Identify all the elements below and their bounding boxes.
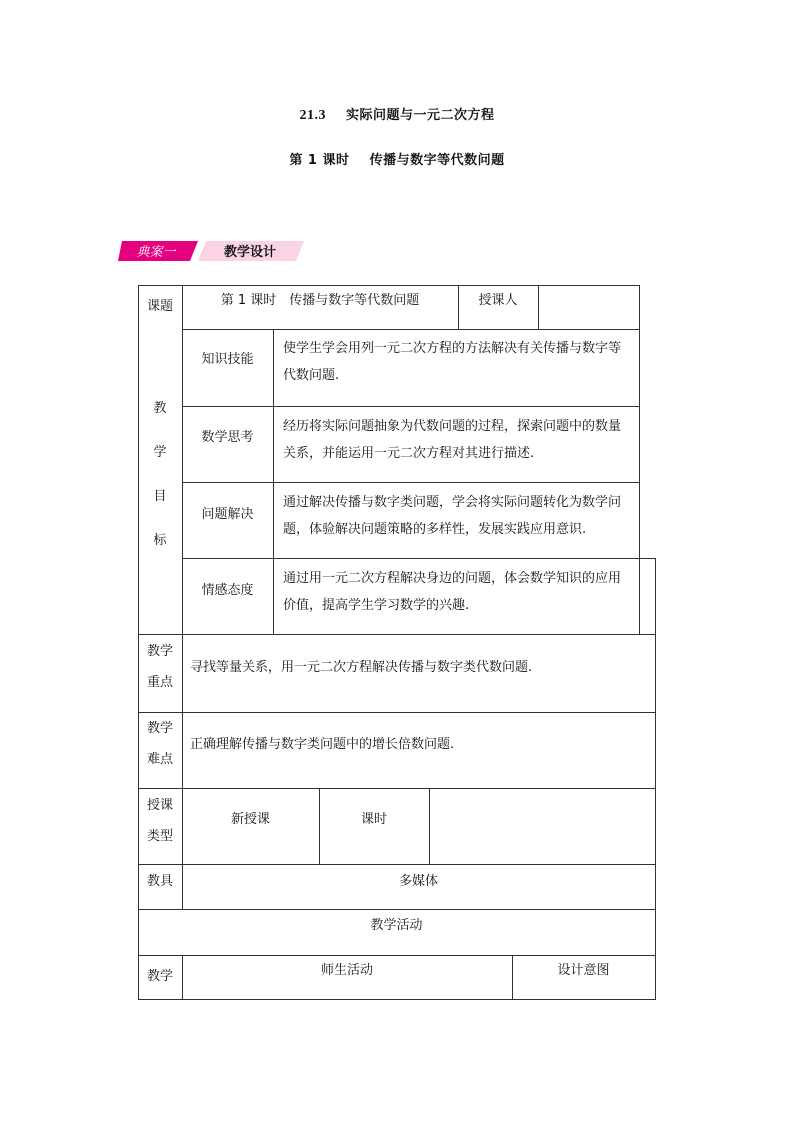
objectives-header [138, 385, 182, 565]
topic-header: 课题 [146, 299, 173, 314]
banner-tag-text: 典案一 [136, 245, 176, 260]
process-header: 教学 [146, 969, 173, 984]
section-title [0, 104, 794, 124]
difficulties-header-line: 教学 [146, 721, 173, 736]
objective-text-knowledge [273, 329, 639, 395]
key-points-text [182, 634, 656, 700]
topic-value: 第 1 课时 传播与数字等代数问题 [220, 293, 420, 308]
key-points-header-line: 重点 [146, 675, 173, 690]
teacher-label: 授课人 [478, 293, 518, 308]
objective-text-attitude [273, 558, 639, 626]
objective-label-thinking: 数学思考 [201, 430, 254, 445]
section-title-text: 实际问题与一元二次方程 [346, 108, 495, 123]
section-number: 21.3 [299, 108, 326, 123]
process-col-activities: 师生活动 [320, 963, 373, 978]
lesson-hours-value [429, 788, 655, 852]
lesson-type-header-line: 授课 [146, 798, 173, 813]
objective-text-thinking [273, 406, 639, 474]
objective-text: 通过解决传播与数字类问题，学会将实际问题转化为数学问题，体验解决问题策略的多样性，发展实践应用意识. [283, 495, 622, 537]
difficulties-header [138, 712, 182, 776]
objectives-header-char: 目 [153, 489, 167, 504]
key-points-content: 寻找等量关系，用一元二次方程解决传播与数字类代数问题. [190, 659, 533, 675]
objectives-header-char: 学 [153, 445, 167, 460]
lesson-type-header-line: 类型 [146, 829, 173, 844]
teacher-value [538, 285, 639, 329]
tools-value: 多媒体 [398, 874, 438, 889]
section-banner [118, 241, 304, 261]
objective-label-knowledge: 知识技能 [201, 352, 254, 367]
lesson-type-header [138, 788, 182, 854]
difficulties-header-line: 难点 [146, 752, 173, 767]
lesson-number: 第 1 课时 [289, 153, 350, 168]
objective-text: 通过用一元二次方程解决身边的问题，体会数学知识的应用价值，提高学生学习数学的兴趣. [283, 571, 622, 613]
difficulties-content: 正确理解传播与数字类问题中的增长倍数问题. [190, 736, 455, 752]
lesson-hours-label: 课时 [360, 812, 387, 827]
tools-header: 教具 [146, 874, 173, 889]
lesson-title [0, 149, 794, 168]
objective-text: 经历将实际问题抽象为代数问题的过程，探索问题中的数量关系，并能运用一元二次方程对其进行描述. [283, 419, 622, 461]
difficulties-text [182, 712, 656, 776]
objectives-header-char: 教 [153, 401, 167, 416]
key-points-header [138, 634, 182, 700]
objective-text-solving [273, 482, 639, 550]
banner-label-text: 教学设计 [223, 245, 277, 260]
objectives-header-char: 标 [153, 533, 167, 548]
activities-title: 教学活动 [370, 918, 423, 933]
objective-label-attitude: 情感态度 [201, 583, 254, 598]
objective-label-solving: 问题解决 [201, 507, 254, 522]
lesson-title-text: 传播与数字等代数问题 [369, 153, 505, 168]
key-points-header-line: 教学 [146, 644, 173, 659]
lesson-type-value: 新授课 [230, 812, 270, 827]
process-col-intent: 设计意图 [557, 963, 610, 978]
objective-text: 使学生学会用列一元二次方程的方法解决有关传播与数字等代数问题. [283, 341, 622, 383]
